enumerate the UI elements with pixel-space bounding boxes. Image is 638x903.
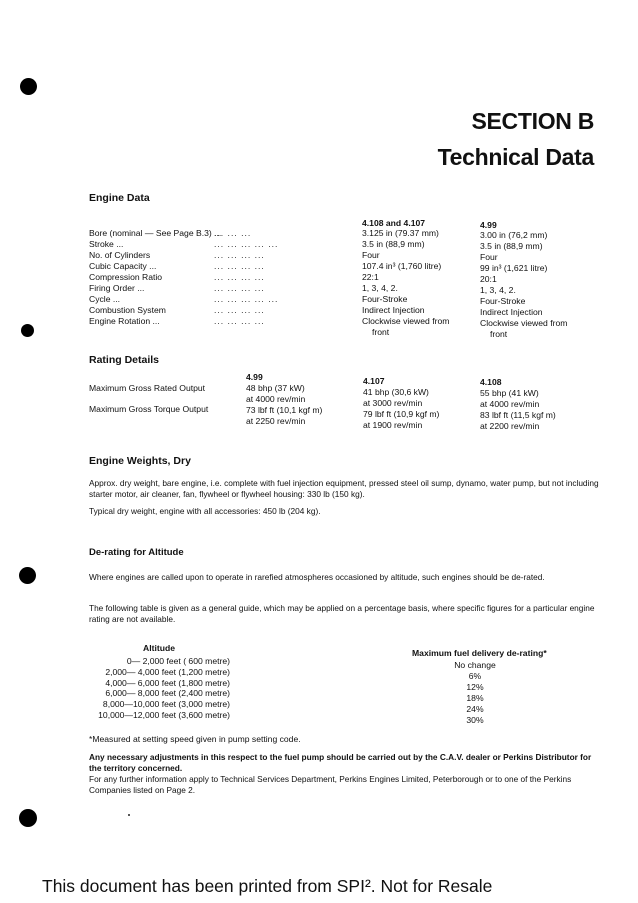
rating-value: 55 bhp (41 kW) (480, 388, 539, 398)
section-title: Technical Data (437, 144, 594, 170)
engine-row-value-b: Four-Stroke (480, 296, 526, 306)
rating-value: 83 lbf ft (11,5 kgf m) (480, 410, 556, 420)
rating-value: 41 bhp (30,6 kW) (363, 387, 429, 397)
rating-model-3: 4.108 (480, 377, 502, 387)
fuel-derating-header: Maximum fuel delivery de-rating* (412, 648, 547, 658)
weights-para-1: Approx. dry weight, bare engine, i.e. complete with fuel injection equipment, pressed steel oil sump, dynamo, water pump, but not including starter motor, air cleaner, fan, flywheel or flywheel housing: 330 lb (150 kg). (89, 478, 599, 499)
fuel-derating-value: 18% (466, 693, 484, 703)
engine-row-label: Cubic Capacity ... (89, 261, 157, 271)
binder-hole-4 (19, 809, 37, 827)
engine-row-value-a: 3.5 in (88,9 mm) (362, 239, 425, 249)
rating-value: 73 lbf ft (10,1 kgf m) (246, 405, 323, 415)
altitude-header: Altitude (143, 643, 175, 653)
rating-value: 79 lbf ft (10,9 kgf m) (363, 409, 440, 419)
engine-row-value-a: 3.125 in (79.37 mm) (362, 228, 439, 238)
weights-para-2: Typical dry weight, engine with all accessories: 450 lb (204 kg). (89, 506, 321, 516)
engine-row-value-a: Clockwise viewed from (362, 316, 450, 326)
rating-value: 48 bhp (37 kW) (246, 383, 305, 393)
stray-mark (128, 814, 130, 816)
rating-value: at 4000 rev/min (480, 399, 540, 409)
rating-value: at 1900 rev/min (363, 420, 423, 430)
engine-row-label: No. of Cylinders (89, 250, 151, 260)
section-label: SECTION B (471, 108, 594, 134)
engine-row-dots: ... ... ... ... (214, 305, 265, 315)
engine-row-dots: ... ... ... ... (214, 272, 265, 282)
engine-row-value-b: Indirect Injection (480, 307, 543, 317)
engine-row-dots: ... ... ... ... (214, 283, 265, 293)
altitude-range: 4,000— 6,000 feet (1,800 metre) (105, 677, 230, 688)
engine-row-dots: ... ... ... ... ... (214, 294, 279, 304)
altitude-range: 2,000— 4,000 feet (1,200 metre) (105, 666, 230, 677)
rating-model-1: 4.99 (246, 372, 263, 382)
engine-row-label: Bore (nominal — See Page B.3) ... (89, 228, 222, 238)
derating-para-1: Where engines are called upon to operate in rarefied atmospheres occasioned by altitude, such engines should be de-rated. (89, 572, 545, 582)
rating-value: at 3000 rev/min (363, 398, 423, 408)
engine-row-label: Cycle ... (89, 294, 121, 304)
engine-row-label: Engine Rotation ... (89, 316, 160, 326)
rating-value: at 2250 rev/min (246, 416, 306, 426)
engine-row-value-b: 3.5 in (88,9 mm) (480, 241, 543, 251)
binder-hole-2 (21, 324, 34, 337)
engine-row-value-a: Indirect Injection (362, 305, 425, 315)
engine-row-value-a: Four-Stroke (362, 294, 408, 304)
weights-heading: Engine Weights, Dry (89, 455, 191, 467)
rating-heading: Rating Details (89, 354, 160, 366)
fuel-derating-value: 30% (466, 715, 484, 725)
derating-para-2: The following table is given as a general guide, which may be applied on a percentage basis, where specific figures for a particular engine rating are not available. (89, 603, 595, 624)
engine-row-value-a: Four (362, 250, 380, 260)
footer-notice: This document has been printed from SPI². Not for Resale (42, 876, 493, 896)
rating-label-power: Maximum Gross Rated Output (89, 383, 206, 393)
engine-rotation-cont-a: front (372, 327, 390, 337)
engine-rotation-cont-b: front (490, 329, 508, 339)
engine-data-table (89, 228, 609, 338)
engine-row-value-b: Four (480, 252, 498, 262)
fuel-derating-value: No change (454, 660, 496, 670)
engine-row-dots: ... ... ... ... (214, 261, 265, 271)
engine-row-label: Compression Ratio (89, 272, 163, 282)
derating-heading: De-rating for Altitude (89, 547, 184, 558)
rating-label-torque: Maximum Gross Torque Output (89, 404, 209, 414)
rating-value: at 2200 rev/min (480, 421, 540, 431)
binder-hole-1 (20, 78, 37, 95)
engine-row-value-b: 3.00 in (76,2 mm) (480, 230, 548, 240)
derating-footnote: *Measured at setting speed given in pump setting code. (89, 734, 301, 744)
engine-row-value-a: 1, 3, 4, 2. (362, 283, 398, 293)
altitude-range: 0— 2,000 feet ( 600 metre) (126, 656, 230, 666)
derating-note: For any further information apply to Technical Services Department, Perkins Engines Limited, Peterborough or to one of the Perkins Companies listed on Page 2. (89, 774, 572, 795)
engine-row-value-b: 1, 3, 4, 2. (480, 285, 516, 295)
engine-row-value-b: 99 in³ (1,621 litre) (480, 263, 548, 273)
altitude-range: 8,000—10,000 feet (3,000 metre) (102, 699, 230, 710)
engine-row-label: Stroke ... (89, 239, 124, 249)
fuel-derating-value: 6% (468, 671, 482, 681)
altitude-range: 6,000— 8,000 feet (2,400 metre) (105, 688, 230, 699)
rating-value: at 4000 rev/min (246, 394, 306, 404)
engine-col-b-header: 4.99 (480, 220, 497, 230)
engine-row-dots: ... ... ... ... (214, 250, 265, 260)
altitude-range: 10,000—12,000 feet (3,600 metre) (98, 710, 230, 720)
binder-hole-3 (19, 567, 36, 584)
engine-data-heading: Engine Data (89, 192, 150, 204)
rating-model-2: 4.107 (363, 376, 385, 386)
engine-row-value-a: 107.4 in³ (1,760 litre) (362, 261, 442, 271)
fuel-derating-value: 12% (466, 682, 484, 692)
engine-row-value-a: 22:1 (362, 272, 379, 282)
engine-row-dots: ... ... ... ... ... (214, 239, 279, 249)
engine-row-dots: ... ... ... (214, 228, 252, 238)
engine-row-dots: ... ... ... ... (214, 316, 265, 326)
engine-row-label: Combustion System (89, 305, 166, 315)
engine-row-label: Firing Order ... (89, 283, 145, 293)
engine-col-a-header: 4.108 and 4.107 (362, 218, 426, 228)
fuel-derating-value: 24% (466, 704, 484, 714)
derating-note-bold: Any necessary adjustments in this respect to the fuel pump should be carried out by the C.A.V. dealer or Perkins Distributor for the territory concerned. (89, 752, 592, 773)
engine-row-value-b: 20:1 (480, 274, 497, 284)
engine-row-value-b: Clockwise viewed from (480, 318, 568, 328)
